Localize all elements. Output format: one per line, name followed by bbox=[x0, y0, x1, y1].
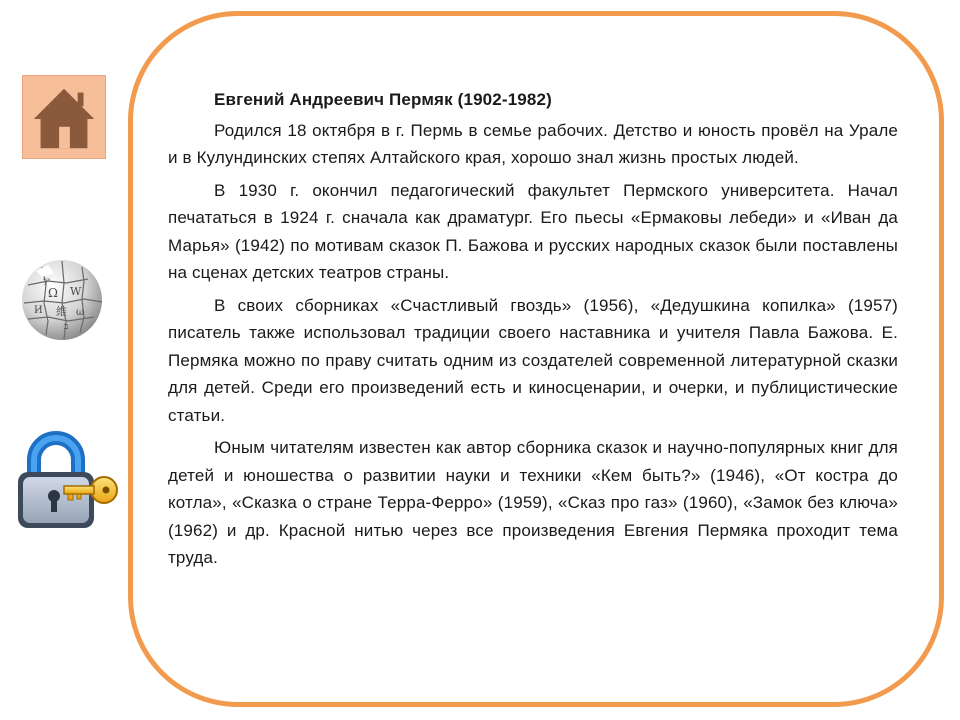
article-paragraph: Юным читателям известен как автор сборника сказок и научно-популярных книг для детей и юношества о развитии науки и техники «Кем быть?» (1946), «От костра до котла», «Сказка о стране Терра-Ферро» (1959), «Сказ про газ» (1960), «Замок без ключа» (1962) и др. Красной нитью через все произведения Евгения Пермяка проходит тема труда. bbox=[168, 438, 898, 567]
article-text bbox=[168, 86, 898, 577]
svg-text:ω: ω bbox=[76, 307, 85, 318]
svg-text:Ω: Ω bbox=[48, 286, 58, 300]
svg-text:ב: ב bbox=[64, 322, 69, 332]
wikipedia-link[interactable] bbox=[18, 255, 106, 343]
padlock-key-icon bbox=[14, 428, 120, 532]
lock-button[interactable] bbox=[14, 428, 120, 532]
article-title: Евгений Андреевич Пермяк (1902-1982) bbox=[214, 90, 552, 109]
wikipedia-globe-icon bbox=[18, 255, 106, 343]
svg-text:維: 維 bbox=[56, 305, 67, 318]
article-paragraph: Родился 18 октября в г. Пермь в семье рабочих. Детство и юность провёл на Урале и в Кулундинских степях Алтайского края, хорошо знал жизнь простых людей. bbox=[168, 120, 898, 167]
svg-text:И: И bbox=[34, 305, 43, 316]
svg-text:ア: ア bbox=[42, 278, 52, 288]
home-icon bbox=[23, 76, 105, 158]
article-paragraph: В 1930 г. окончил педагогический факультет Пермского университета. Начал печататься в 1924 г. сначала как драматург. Его пьесы «Ермаковы лебеди» и «Иван да Марья» (1942) по мотивам сказок П. Бажова и русских народных сказок были поставлены на сценах детских театров страны. bbox=[168, 180, 898, 282]
home-button[interactable] bbox=[22, 75, 106, 159]
article-paragraph: В своих сборниках «Счастливый гвоздь» (1956), «Дедушкина копилка» (1957) писатель также использовал традиции своего наставника и учителя Павла Бажова. Е. Пермяка можно по праву считать одним из создателей современной литературной сказки для детей. Среди его произведений есть и киносценарии, и очерки, и публицистические статьи. bbox=[168, 295, 898, 425]
svg-text:W: W bbox=[70, 285, 82, 298]
